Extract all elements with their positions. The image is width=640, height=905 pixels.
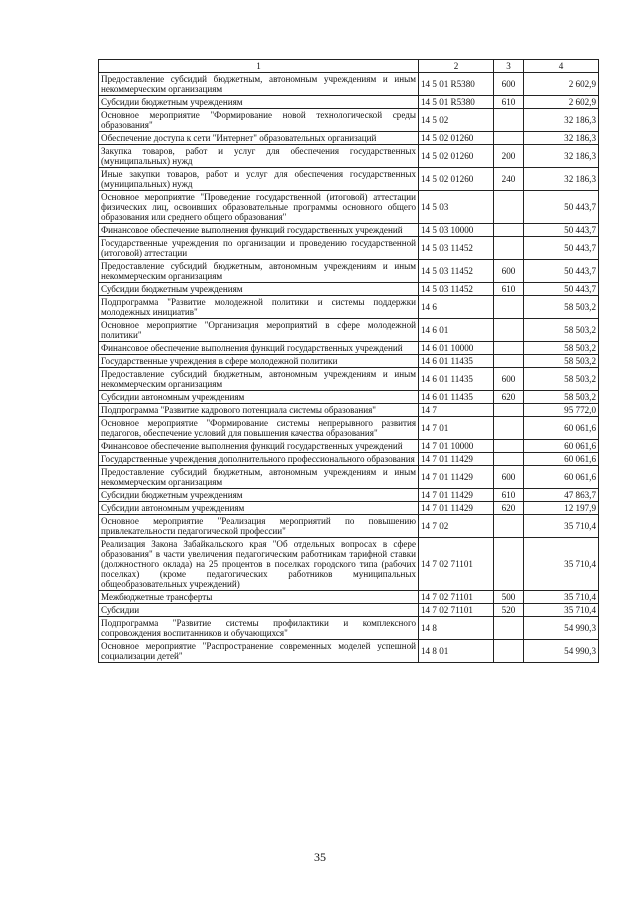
row-name: Государственные учреждения по организации и проведению государственной (итоговой) аттестации (99, 237, 419, 260)
row-expense-type (494, 237, 524, 260)
row-expense-type: 620 (494, 502, 524, 515)
row-amount: 50 443,7 (524, 191, 599, 224)
row-amount: 50 443,7 (524, 283, 599, 296)
row-name: Субсидии бюджетным учреждениям (99, 489, 419, 502)
table-row (99, 489, 599, 502)
row-expense-type (494, 355, 524, 368)
row-expense-type: 600 (494, 260, 524, 283)
row-code: 14 6 (419, 296, 494, 319)
row-name: Основное мероприятие "Формирование системы непрерывного развития педагогов, обеспечение условий для повышения качества образования" (99, 417, 419, 440)
row-code: 14 8 (419, 617, 494, 640)
row-expense-type (494, 538, 524, 591)
row-name: Субсидии автономным учреждениям (99, 391, 419, 404)
row-expense-type: 610 (494, 489, 524, 502)
row-expense-type: 500 (494, 591, 524, 604)
row-amount: 32 186,3 (524, 132, 599, 145)
row-code: 14 5 02 01260 (419, 168, 494, 191)
row-code: 14 5 01 R5380 (419, 73, 494, 96)
row-amount: 58 503,2 (524, 296, 599, 319)
row-name: Основное мероприятие "Формирование новой технологической среды образования" (99, 109, 419, 132)
header-col-2: 2 (419, 60, 494, 73)
row-amount: 35 710,4 (524, 604, 599, 617)
row-name: Иные закупки товаров, работ и услуг для обеспечения государственных (муниципальных) нужд (99, 168, 419, 191)
row-amount: 50 443,7 (524, 237, 599, 260)
row-amount: 60 061,6 (524, 417, 599, 440)
row-code: 14 7 01 11429 (419, 466, 494, 489)
row-amount: 32 186,3 (524, 145, 599, 168)
row-expense-type: 200 (494, 145, 524, 168)
row-name: Основное мероприятие "Реализация мероприятий по повышению привлекательности педагогической профессии" (99, 515, 419, 538)
row-code: 14 5 02 (419, 109, 494, 132)
row-code: 14 7 01 11429 (419, 502, 494, 515)
row-amount: 58 503,2 (524, 319, 599, 342)
row-expense-type (494, 132, 524, 145)
row-amount: 95 772,0 (524, 404, 599, 417)
row-code: 14 7 01 10000 (419, 440, 494, 453)
row-expense-type (494, 109, 524, 132)
row-code: 14 5 03 11452 (419, 283, 494, 296)
row-code: 14 7 02 (419, 515, 494, 538)
row-name: Предоставление субсидий бюджетным, автономным учреждениям и иным некоммерческим организациям (99, 260, 419, 283)
row-code: 14 6 01 10000 (419, 342, 494, 355)
header-col-4: 4 (524, 60, 599, 73)
row-name: Субсидии автономным учреждениям (99, 502, 419, 515)
row-code: 14 7 02 71101 (419, 604, 494, 617)
row-amount: 50 443,7 (524, 260, 599, 283)
table-row (99, 617, 599, 640)
row-amount: 58 503,2 (524, 391, 599, 404)
row-amount: 60 061,6 (524, 453, 599, 466)
table-row (99, 145, 599, 168)
row-code: 14 5 03 10000 (419, 224, 494, 237)
table-row (99, 260, 599, 283)
table-row (99, 466, 599, 489)
row-amount: 54 990,3 (524, 617, 599, 640)
row-name: Государственные учреждения дополнительного профессионального образования (99, 453, 419, 466)
row-name: Финансовое обеспечение выполнения функций государственных учреждений (99, 224, 419, 237)
row-amount: 47 863,7 (524, 489, 599, 502)
row-amount: 54 990,3 (524, 640, 599, 663)
table-row (99, 502, 599, 515)
row-amount: 2 602,9 (524, 73, 599, 96)
table-row (99, 355, 599, 368)
row-name: Субсидии бюджетным учреждениям (99, 96, 419, 109)
row-name: Предоставление субсидий бюджетным, автономным учреждениям и иным некоммерческим организациям (99, 466, 419, 489)
table-row (99, 515, 599, 538)
row-expense-type (494, 342, 524, 355)
row-name: Обеспечение доступа к сети "Интернет" образовательных организаций (99, 132, 419, 145)
row-expense-type: 620 (494, 391, 524, 404)
row-name: Субсидии (99, 604, 419, 617)
row-name: Подпрограмма "Развитие молодежной политики и системы поддержки молодежных инициатив" (99, 296, 419, 319)
row-code: 14 6 01 11435 (419, 368, 494, 391)
row-amount: 35 710,4 (524, 591, 599, 604)
row-expense-type: 610 (494, 283, 524, 296)
table-row (99, 391, 599, 404)
header-col-1: 1 (99, 60, 419, 73)
row-code: 14 7 01 11429 (419, 453, 494, 466)
table-body (99, 73, 599, 663)
row-code: 14 5 02 01260 (419, 132, 494, 145)
table-row (99, 168, 599, 191)
table-row (99, 109, 599, 132)
row-code: 14 7 01 11429 (419, 489, 494, 502)
row-expense-type: 520 (494, 604, 524, 617)
table-header-row (99, 60, 599, 73)
table-row (99, 73, 599, 96)
row-code: 14 8 01 (419, 640, 494, 663)
table-row (99, 96, 599, 109)
row-amount: 35 710,4 (524, 515, 599, 538)
row-expense-type: 240 (494, 168, 524, 191)
table-row (99, 191, 599, 224)
row-amount: 58 503,2 (524, 342, 599, 355)
row-name: Субсидии бюджетным учреждениям (99, 283, 419, 296)
row-name: Реализация Закона Забайкальского края "Об отдельных вопросах в сфере образования" в части увеличения педагогическим работникам тарифной ставки (должностного оклада) на 25 процентов в поселках городского типа (рабочих поселках) (кроме педагогических работников муниципальных общеобразовательных учреждений) (99, 538, 419, 591)
page-number: 35 (314, 850, 326, 864)
row-expense-type: 610 (494, 96, 524, 109)
row-code: 14 6 01 11435 (419, 391, 494, 404)
row-code: 14 7 01 (419, 417, 494, 440)
table-row (99, 296, 599, 319)
row-expense-type (494, 640, 524, 663)
table-row (99, 319, 599, 342)
row-expense-type (494, 296, 524, 319)
row-amount: 32 186,3 (524, 168, 599, 191)
row-expense-type: 600 (494, 73, 524, 96)
table-row (99, 237, 599, 260)
table-row (99, 283, 599, 296)
row-expense-type (494, 440, 524, 453)
row-expense-type: 600 (494, 466, 524, 489)
row-expense-type (494, 417, 524, 440)
row-code: 14 7 02 71101 (419, 538, 494, 591)
table-row (99, 342, 599, 355)
row-code: 14 5 03 11452 (419, 260, 494, 283)
header-col-3: 3 (494, 60, 524, 73)
budget-table (98, 59, 599, 663)
row-amount: 60 061,6 (524, 440, 599, 453)
row-name: Закупка товаров, работ и услуг для обеспечения государственных (муниципальных) нужд (99, 145, 419, 168)
row-expense-type (494, 224, 524, 237)
row-name: Подпрограмма "Развитие кадрового потенциала системы образования" (99, 404, 419, 417)
row-amount: 50 443,7 (524, 224, 599, 237)
row-code: 14 7 02 71101 (419, 591, 494, 604)
table-row (99, 417, 599, 440)
row-expense-type (494, 515, 524, 538)
row-amount: 58 503,2 (524, 355, 599, 368)
table-row (99, 224, 599, 237)
row-name: Основное мероприятие "Проведение государственной (итоговой) аттестации физических лиц, освоивших образовательные программы основного общего образования или среднего общего образования" (99, 191, 419, 224)
table-row (99, 453, 599, 466)
row-name: Предоставление субсидий бюджетным, автономным учреждениям и иным некоммерческим организациям (99, 73, 419, 96)
row-expense-type (494, 453, 524, 466)
table-row (99, 132, 599, 145)
row-expense-type (494, 319, 524, 342)
table-row (99, 591, 599, 604)
table-row (99, 538, 599, 591)
table-row (99, 640, 599, 663)
row-expense-type (494, 191, 524, 224)
row-expense-type (494, 617, 524, 640)
row-name: Государственные учреждения в сфере молодежной политики (99, 355, 419, 368)
row-code: 14 6 01 11435 (419, 355, 494, 368)
table-row (99, 440, 599, 453)
table-row (99, 404, 599, 417)
row-code: 14 5 03 11452 (419, 237, 494, 260)
row-amount: 58 503,2 (524, 368, 599, 391)
row-name: Основное мероприятие "Организация мероприятий в сфере молодежной политики" (99, 319, 419, 342)
row-name: Финансовое обеспечение выполнения функций государственных учреждений (99, 440, 419, 453)
row-expense-type: 600 (494, 368, 524, 391)
row-code: 14 7 (419, 404, 494, 417)
row-amount: 32 186,3 (524, 109, 599, 132)
row-code: 14 6 01 (419, 319, 494, 342)
table-row (99, 368, 599, 391)
row-amount: 60 061,6 (524, 466, 599, 489)
table-row (99, 604, 599, 617)
row-code: 14 5 02 01260 (419, 145, 494, 168)
row-code: 14 5 01 R5380 (419, 96, 494, 109)
row-name: Подпрограмма "Развитие системы профилактики и комплексного сопровождения воспитанников и обучающихся" (99, 617, 419, 640)
row-amount: 12 197,9 (524, 502, 599, 515)
row-name: Предоставление субсидий бюджетным, автономным учреждениям и иным некоммерческим организациям (99, 368, 419, 391)
row-name: Межбюджетные трансферты (99, 591, 419, 604)
row-amount: 35 710,4 (524, 538, 599, 591)
row-name: Основное мероприятие "Распространение современных моделей успешной социализации детей" (99, 640, 419, 663)
row-name: Финансовое обеспечение выполнения функций государственных учреждений (99, 342, 419, 355)
row-amount: 2 602,9 (524, 96, 599, 109)
row-code: 14 5 03 (419, 191, 494, 224)
row-expense-type (494, 404, 524, 417)
